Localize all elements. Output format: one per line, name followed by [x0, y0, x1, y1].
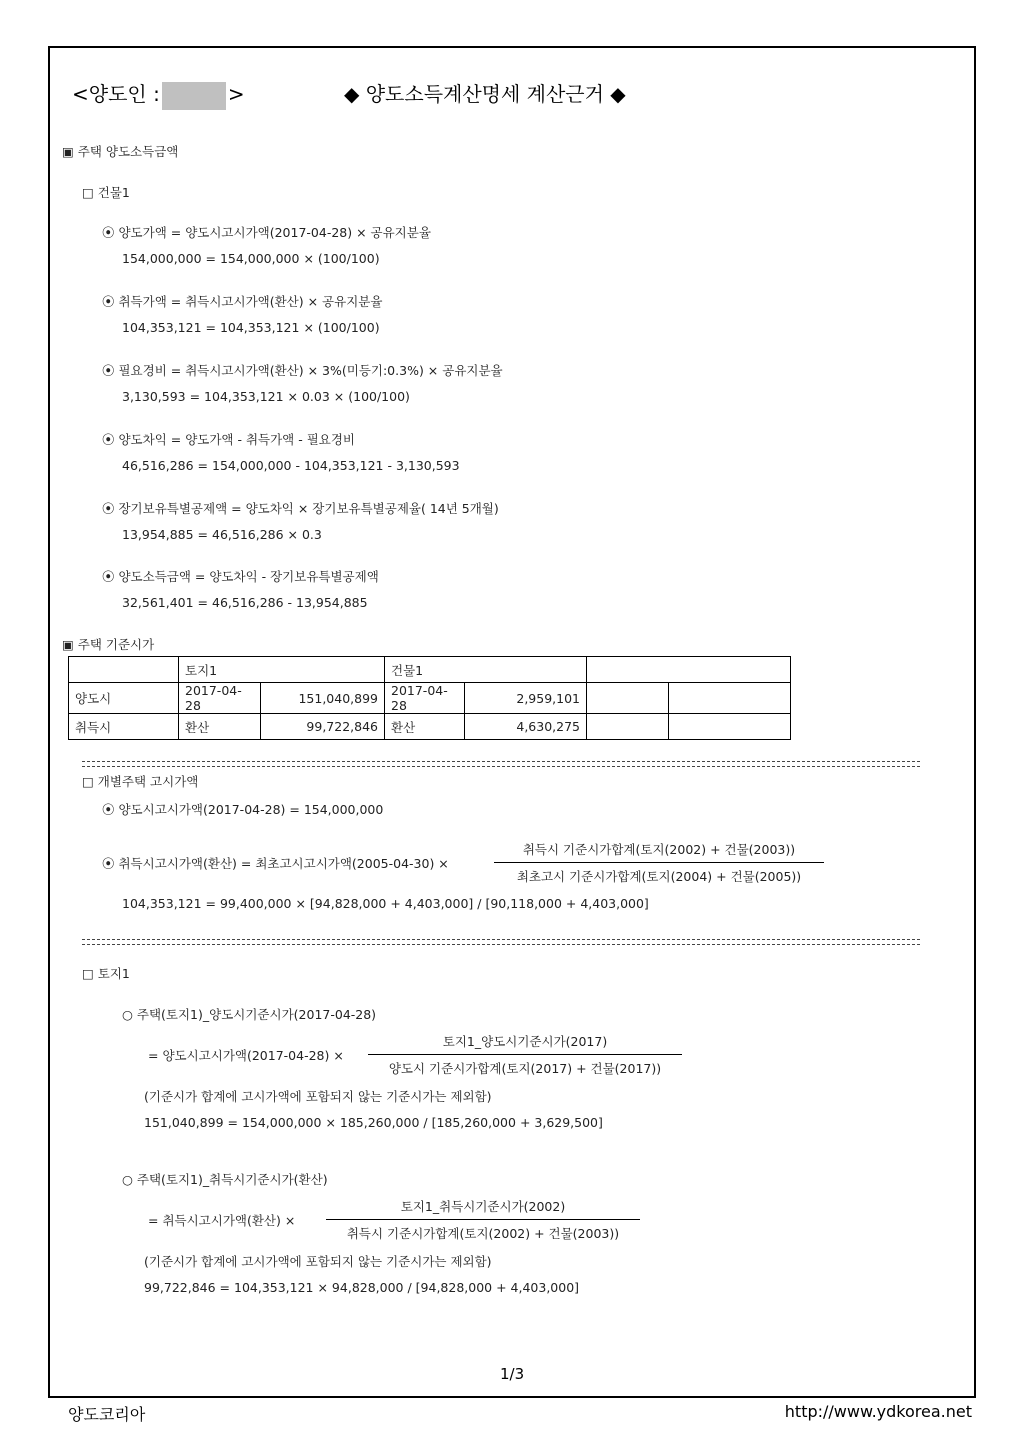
table-cell: 4,630,275 [465, 714, 587, 740]
fraction-denominator: 최초고시 기준시가합계(토지(2004) + 건물(2005)) [516, 869, 802, 884]
table-cell [669, 714, 791, 740]
table-header-cell [587, 657, 791, 683]
table-cell [587, 683, 669, 714]
house-acq-calc: 104,353,121 = 99,400,000 × [94,828,000 + 4,403,000] / [90,118,000 + 4,403,000] [122, 896, 649, 911]
table-header-cell: 토지1 [179, 657, 385, 683]
table-cell: 99,722,846 [260, 714, 384, 740]
land-heading: □ 토지1 [82, 966, 130, 981]
calc-long-term-deduction: 13,954,885 = 46,516,286 × 0.3 [122, 527, 322, 542]
formula-gain: ⦿ 양도차익 = 양도가액 - 취득가액 - 필요경비 [102, 432, 356, 447]
table-header-row [69, 657, 791, 683]
fraction-denominator: 취득시 기준시가합계(토지(2002) + 건물(2003)) [346, 1226, 620, 1241]
seller-prefix: <양도인 : [72, 82, 160, 106]
land-acq-note: (기준시가 합계에 고시가액에 포함되지 않는 기준시가는 제외함) [144, 1254, 492, 1269]
footer-brand: 양도코리아 [68, 1405, 146, 1424]
house-price-heading: □ 개별주택 고시가액 [82, 774, 199, 789]
table-cell: 151,040,899 [260, 683, 384, 714]
land-sale-note: (기준시가 합계에 고시가액에 포함되지 않는 기준시가는 제외함) [144, 1089, 492, 1104]
land-sale-lhs: = 양도시고시가액(2017-04-28) × [148, 1048, 344, 1063]
footer-url[interactable]: http://www.ydkorea.net [784, 1402, 972, 1421]
table-cell: 양도시 [69, 683, 179, 714]
formula-acquisition-price: ⦿ 취득가액 = 취득시고시가액(환산) × 공유지분율 [102, 294, 383, 309]
fraction-denominator: 양도시 기준시가합계(토지(2017) + 건물(2017)) [388, 1061, 662, 1076]
table-cell: 2017-04-28 [179, 683, 261, 714]
land-sale-title: ○ 주택(토지1)_양도시기준시가(2017-04-28) [122, 1007, 377, 1022]
formula-long-term-deduction: ⦿ 장기보유특별공제액 = 양도차익 × 장기보유특별공제율( 14년 5개월) [102, 501, 499, 516]
separator-line [82, 761, 920, 767]
calc-sale-price: 154,000,000 = 154,000,000 × (100/100) [122, 251, 380, 266]
land-sale-fraction [368, 1032, 682, 1077]
section-heading-base-price: ▣ 주택 기준시가 [62, 637, 155, 652]
house-acq-fraction [494, 840, 824, 885]
table-cell: 환산 [385, 714, 465, 740]
formula-sale-price: ⦿ 양도가액 = 양도시고시가액(2017-04-28) × 공유지분율 [102, 225, 431, 240]
page-number: 1/3 [500, 1365, 525, 1383]
section-heading-income: ▣ 주택 양도소득금액 [62, 144, 179, 159]
fraction-numerator: 토지1_양도시기준시가(2017) [368, 1032, 682, 1055]
table-cell [669, 683, 791, 714]
calc-acquisition-price: 104,353,121 = 104,353,121 × (100/100) [122, 320, 380, 335]
land-sale-calc: 151,040,899 = 154,000,000 × 185,260,000 / [185,260,000 + 3,629,500] [144, 1115, 603, 1130]
table-header-cell: 건물1 [385, 657, 587, 683]
fraction-numerator: 취득시 기준시가합계(토지(2002) + 건물(2003)) [494, 840, 824, 863]
calc-expenses: 3,130,593 = 104,353,121 × 0.03 × (100/100) [122, 389, 410, 404]
calc-gain: 46,516,286 = 154,000,000 - 104,353,121 - 3,130,593 [122, 458, 460, 473]
formula-expenses: ⦿ 필요경비 = 취득시고시가액(환산) × 3%(미등기:0.3%) × 공유지분율 [102, 363, 503, 378]
fraction-numerator: 토지1_취득시기준시가(2002) [326, 1197, 640, 1220]
redacted-name [162, 82, 226, 110]
house-sale-price: ⦿ 양도시고시가액(2017-04-28) = 154,000,000 [102, 802, 384, 817]
land-acq-calc: 99,722,846 = 104,353,121 × 94,828,000 / [94,828,000 + 4,403,000] [144, 1280, 580, 1295]
calc-income: 32,561,401 = 46,516,286 - 13,954,885 [122, 595, 368, 610]
formula-income: ⦿ 양도소득금액 = 양도차익 - 장기보유특별공제액 [102, 569, 379, 584]
seller-suffix: > [227, 82, 245, 106]
land-acq-lhs: = 취득시고시가액(환산) × [148, 1213, 296, 1228]
house-acq-formula-lhs: ⦿ 취득시고시가액(환산) = 최초고시고시가액(2005-04-30) × [102, 856, 449, 871]
building-heading: □ 건물1 [82, 185, 130, 200]
base-price-table [68, 656, 791, 740]
seller-label [72, 78, 245, 110]
table-cell: 2017-04-28 [385, 683, 465, 714]
table-cell: 2,959,101 [465, 683, 587, 714]
land-acq-title: ○ 주택(토지1)_취득시기준시가(환산) [122, 1172, 328, 1187]
table-header-cell [69, 657, 179, 683]
table-cell [587, 714, 669, 740]
table-row [69, 714, 791, 740]
table-row [69, 683, 791, 714]
separator-line [82, 939, 920, 945]
page-title: ◆ 양도소득계산명세 계산근거 ◆ [344, 82, 626, 106]
table-cell: 환산 [179, 714, 261, 740]
table-cell: 취득시 [69, 714, 179, 740]
land-acq-fraction [326, 1197, 640, 1242]
